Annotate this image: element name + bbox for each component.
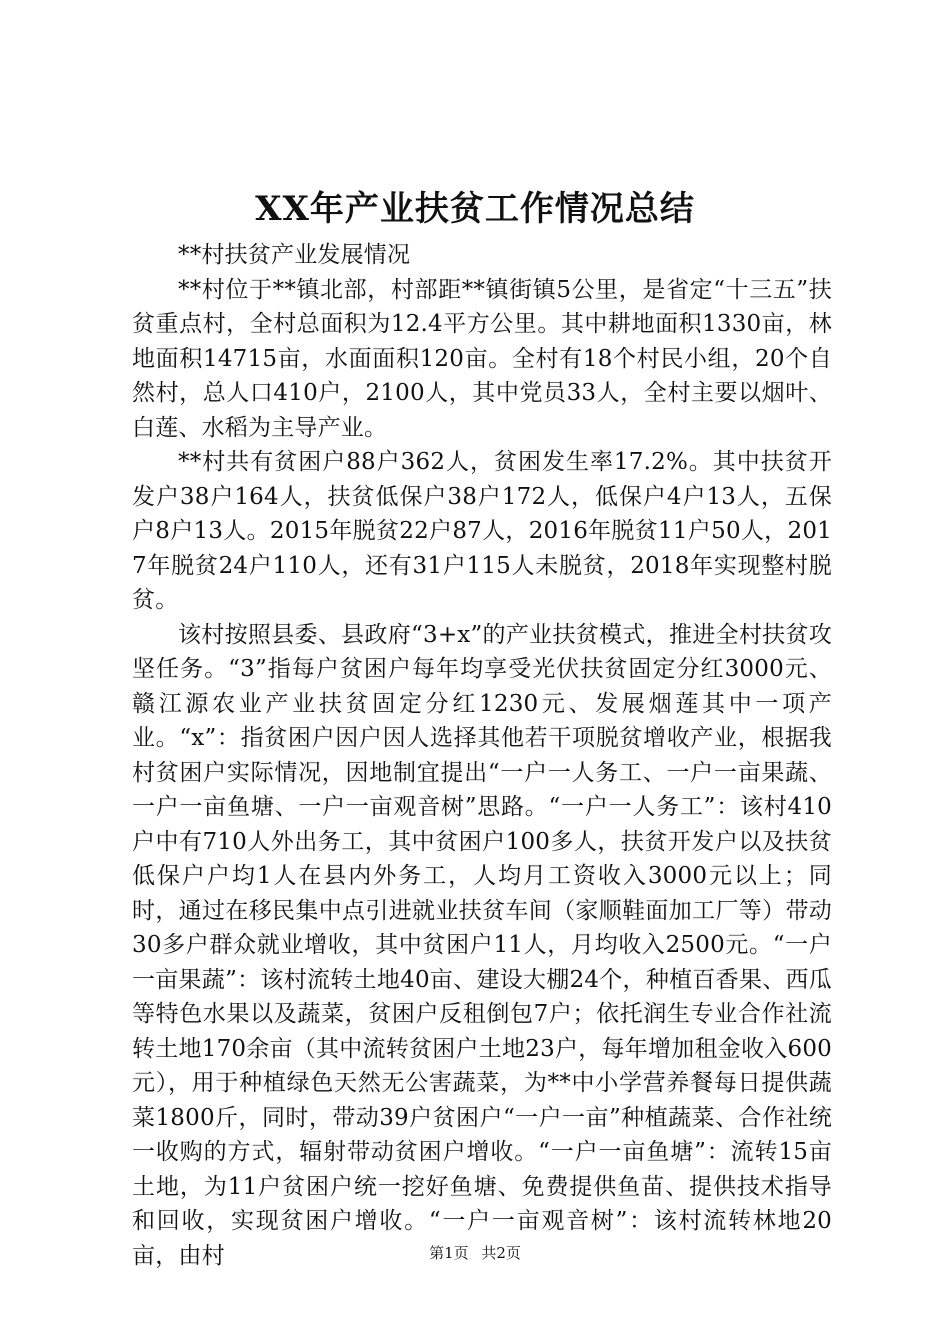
paragraph-village-overview: **村位于**镇北部，村部距**镇街镇5公里，是省定“十三五”扶贫重点村，全村总面积为12.4平方公里。其中耕地面积1330亩，林地面积14715亩，水面面积120亩。全村有18个村民小组，20个自然村，总人口410户，2100人，其中党员33人，全村主要以烟叶、白莲、水稻为主导产业。 — [132, 276, 832, 441]
page-title: XX年产业扶贫工作情况总结 — [255, 189, 695, 229]
paragraph-poverty-statistics: **村共有贫困户88户362人，贫困发生率17.2%。其中扶贫开发户38户164人，扶贫低保户38户172人，低保户4户13人，五保户8户13人。2015年脱贫22户87人，2016年脱贫11户50人，2017年脱贫24户110人，还有31户115人未脱贫，2018年实现整村脱贫。 — [132, 449, 832, 613]
document-body — [132, 238, 832, 1273]
page-footer — [0, 1243, 950, 1263]
section-heading: **村扶贫产业发展情况 — [178, 242, 411, 268]
page-total: 共2页 — [481, 1244, 521, 1262]
paragraph-industry-model: 该村按照县委、县政府“3+x”的产业扶贫模式，推进全村扶贫攻坚任务。“3”指每户贫困户每年均享受光伏扶贫固定分红3000元、赣江源农业产业扶贫固定分红1230元、发展烟莲其中一项产业。“x”：指贫困户因户因人选择其他若干项脱贫增收产业，根据我村贫困户实际情况，因地制宜提出“一户一人务工、一户一亩果蔬、一户一亩鱼塘、一户一亩观音树”思路。“一户一人务工”：该村410户中有710人外出务工，其中贫困户100多人，扶贫开发户以及扶贫低保户户均1人在县内外务工，人均月工资收入3000元以上；同时，通过在移民集中点引进就业扶贫车间（家顺鞋面加工厂等）带动30多户群众就业增收，其中贫困户11人，月均收入2500元。“一户一亩果蔬”：该村流转土地40亩、建设大棚24个，种植百香果、西瓜等特色水果以及蔬菜，贫困户反租倒包7户；依托润生专业合作社流转土地170余亩（其中流转贫困户土地23户，每年增加租金收入600元），用于种植绿色天然无公害蔬菜，为**中小学营养餐每日提供蔬菜1800斤，同时，带动39户贫困户“一户一亩”种植蔬菜、合作社统一收购的方式，辐射带动贫困户增收。“一户一亩鱼塘”：流转15亩土地，为11户贫困户统一挖好鱼塘、免费提供鱼苗、提供技术指导和回收，实现贫困户增收。“一户一亩观音树”：该村流转林地20亩，由村 — [132, 621, 832, 1269]
page-number: 第1页 — [429, 1244, 469, 1262]
